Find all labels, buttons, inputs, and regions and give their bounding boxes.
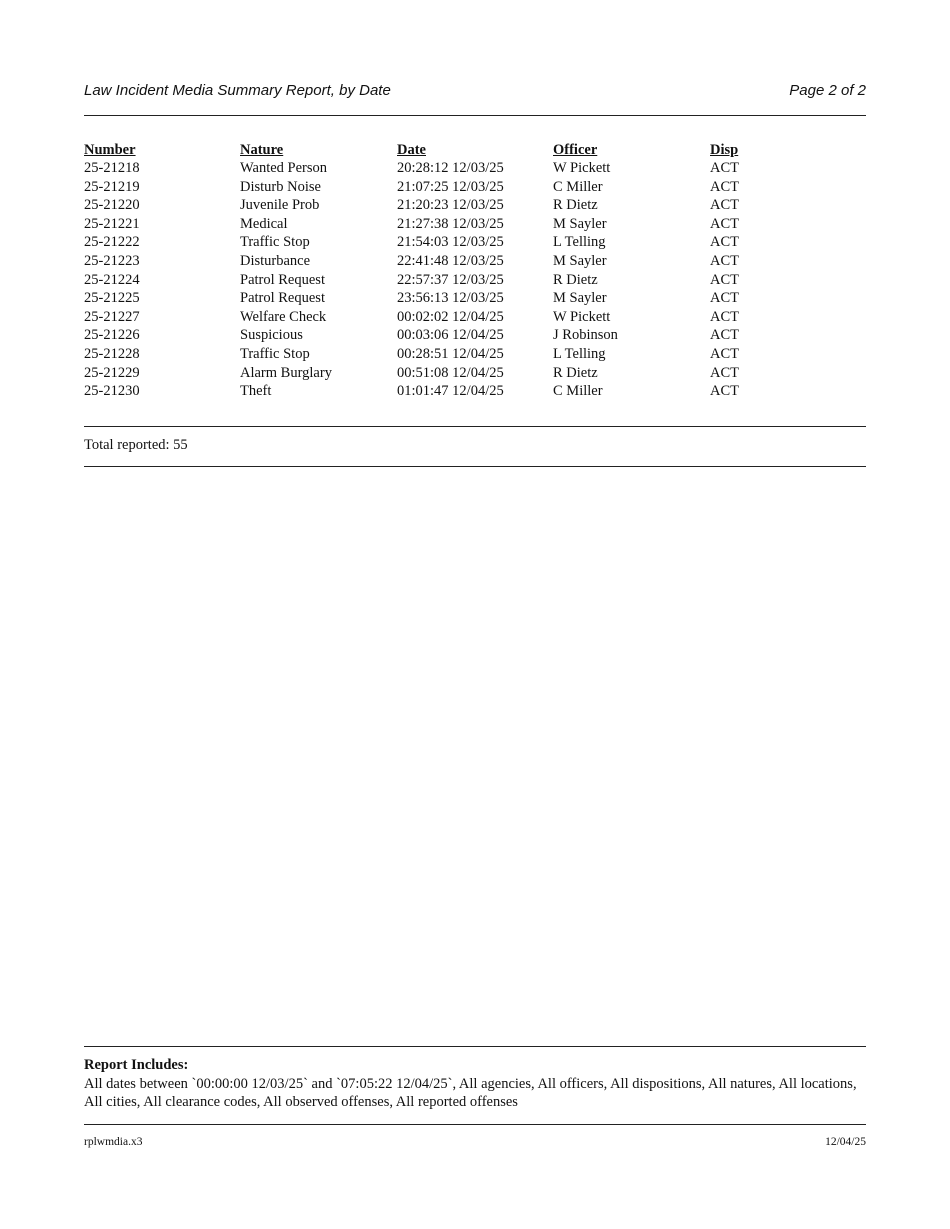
total-reported: Total reported: 55 bbox=[84, 437, 188, 453]
cell-number: 25-21225 bbox=[84, 290, 140, 307]
cell-disp: ACT bbox=[710, 197, 739, 214]
header-divider bbox=[84, 115, 866, 116]
cell-disp: ACT bbox=[710, 308, 739, 325]
table-row bbox=[84, 178, 770, 197]
cell-nature: Traffic Stop bbox=[240, 234, 310, 251]
cell-number: 25-21228 bbox=[84, 345, 140, 362]
cell-officer: J Robinson bbox=[553, 327, 618, 344]
table-row bbox=[84, 159, 770, 178]
cell-nature: Disturbance bbox=[240, 252, 311, 269]
cell-disp: ACT bbox=[710, 327, 739, 344]
cell-disp: ACT bbox=[710, 160, 739, 176]
column-header-officer: Officer bbox=[553, 142, 598, 158]
cell-number: 25-21218 bbox=[84, 160, 140, 176]
cell-disp: ACT bbox=[710, 364, 739, 381]
cell-date: 00:51:08 12/04/25 bbox=[397, 364, 504, 381]
cell-disp: ACT bbox=[710, 252, 739, 269]
cell-officer: R Dietz bbox=[553, 271, 598, 288]
cell-disp: ACT bbox=[710, 345, 739, 362]
cell-nature: Welfare Check bbox=[240, 308, 327, 325]
cell-officer: M Sayler bbox=[553, 252, 607, 269]
cell-date: 21:54:03 12/03/25 bbox=[397, 234, 504, 251]
cell-officer: L Telling bbox=[553, 234, 606, 251]
page-number: Page 2 of 2 bbox=[789, 82, 866, 99]
cell-nature: Patrol Request bbox=[240, 271, 325, 288]
cell-disp: ACT bbox=[710, 234, 739, 251]
cell-officer: M Sayler bbox=[553, 215, 607, 232]
cell-disp: ACT bbox=[710, 215, 739, 232]
incident-rows bbox=[84, 159, 770, 401]
cell-officer: L Telling bbox=[553, 345, 606, 362]
report-code: rplwmdia.x3 bbox=[84, 1136, 143, 1148]
cell-officer: W Pickett bbox=[553, 308, 611, 325]
column-header-nature: Nature bbox=[240, 142, 284, 158]
cell-number: 25-21223 bbox=[84, 252, 140, 269]
total-divider bbox=[84, 466, 866, 467]
table-row bbox=[84, 308, 770, 327]
report-includes bbox=[84, 1056, 866, 1112]
cell-date: 00:28:51 12/04/25 bbox=[397, 345, 504, 362]
cell-nature: Disturb Noise bbox=[240, 178, 321, 195]
table-bottom-divider bbox=[84, 426, 866, 427]
cell-disp: ACT bbox=[710, 178, 739, 195]
cell-date: 21:20:23 12/03/25 bbox=[397, 197, 504, 214]
table-row bbox=[84, 364, 770, 383]
cell-date: 23:56:13 12/03/25 bbox=[397, 290, 504, 307]
table-row bbox=[84, 271, 770, 290]
cell-nature: Suspicious bbox=[240, 327, 303, 344]
cell-date: 00:03:06 12/04/25 bbox=[397, 327, 504, 344]
cell-nature: Theft bbox=[240, 383, 272, 400]
cell-number: 25-21227 bbox=[84, 308, 140, 325]
table-row bbox=[84, 252, 770, 271]
cell-number: 25-21222 bbox=[84, 234, 140, 251]
cell-officer: C Miller bbox=[553, 178, 603, 195]
column-header-disp: Disp bbox=[710, 142, 739, 158]
cell-number: 25-21221 bbox=[84, 215, 140, 232]
cell-date: 22:41:48 12/03/25 bbox=[397, 252, 504, 269]
cell-officer: C Miller bbox=[553, 383, 603, 400]
table-row bbox=[84, 382, 770, 401]
column-header-number: Number bbox=[84, 142, 136, 158]
cell-disp: ACT bbox=[710, 290, 739, 307]
incident-table bbox=[84, 141, 770, 401]
table-header-row bbox=[84, 141, 770, 159]
cell-number: 25-21226 bbox=[84, 327, 140, 344]
cell-disp: ACT bbox=[710, 271, 739, 288]
cell-date: 00:02:02 12/04/25 bbox=[397, 308, 504, 325]
cell-disp: ACT bbox=[710, 383, 739, 400]
cell-number: 25-21219 bbox=[84, 178, 140, 195]
cell-officer: R Dietz bbox=[553, 197, 598, 214]
cell-officer: W Pickett bbox=[553, 160, 611, 176]
report-title: Law Incident Media Summary Report, by Date bbox=[84, 82, 391, 99]
cell-date: 21:07:25 12/03/25 bbox=[397, 178, 504, 195]
cell-nature: Traffic Stop bbox=[240, 345, 310, 362]
table-row bbox=[84, 196, 770, 215]
cell-date: 21:27:38 12/03/25 bbox=[397, 215, 504, 232]
cell-nature: Alarm Burglary bbox=[240, 364, 332, 381]
report-header bbox=[84, 82, 866, 104]
cell-number: 25-21230 bbox=[84, 383, 140, 400]
cell-officer: R Dietz bbox=[553, 364, 598, 381]
table-row bbox=[84, 215, 770, 234]
includes-top-divider bbox=[84, 1046, 866, 1047]
report-includes-text: All dates between `00:00:00 12/03/25` and `07:05:22 12/04/25`, All agencies, All officers, All dispositions, All natures, All locations, All cities, All clearance codes, All observed offenses, All reported offenses bbox=[84, 1075, 857, 1110]
table-row bbox=[84, 233, 770, 252]
cell-number: 25-21224 bbox=[84, 271, 140, 288]
cell-date: 20:28:12 12/03/25 bbox=[397, 160, 504, 176]
cell-nature: Juvenile Prob bbox=[240, 197, 320, 214]
table-row bbox=[84, 326, 770, 345]
table-row bbox=[84, 345, 770, 364]
cell-nature: Medical bbox=[240, 215, 288, 232]
cell-date: 01:01:47 12/04/25 bbox=[397, 383, 504, 400]
cell-nature: Patrol Request bbox=[240, 290, 325, 307]
cell-number: 25-21229 bbox=[84, 364, 140, 381]
cell-date: 22:57:37 12/03/25 bbox=[397, 271, 504, 288]
column-header-date: Date bbox=[397, 142, 426, 158]
cell-nature: Wanted Person bbox=[240, 160, 328, 176]
footer-divider bbox=[84, 1124, 866, 1125]
cell-officer: M Sayler bbox=[553, 290, 607, 307]
table-row bbox=[84, 289, 770, 308]
report-includes-heading: Report Includes: bbox=[84, 1057, 189, 1073]
cell-number: 25-21220 bbox=[84, 197, 140, 214]
print-date: 12/04/25 bbox=[825, 1136, 866, 1148]
